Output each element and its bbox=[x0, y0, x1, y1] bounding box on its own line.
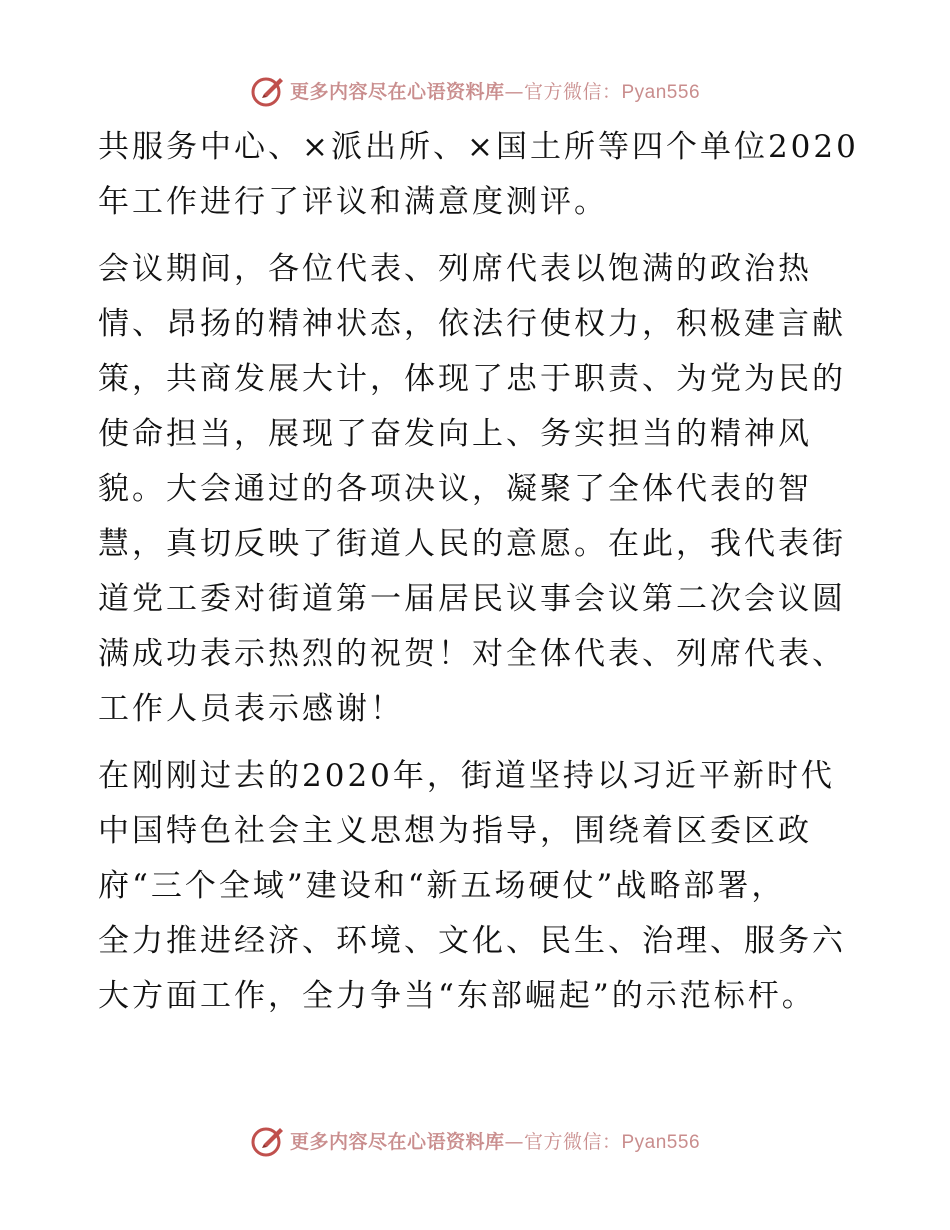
pen-circle-logo-icon bbox=[250, 72, 286, 108]
text-line: 会议期间，各位代表、列席代表以饱满的政治热 bbox=[98, 251, 812, 287]
paragraph-1 bbox=[98, 120, 878, 230]
watermark-suffix: 官方微信： bbox=[523, 80, 622, 103]
footer-watermark bbox=[0, 1120, 950, 1160]
text-line: 道党工委对街道第一届居民议事会议第二次会议圆 bbox=[98, 581, 846, 617]
watermark-text bbox=[290, 1127, 700, 1154]
watermark-wechat-id: Pyan556 bbox=[621, 81, 701, 103]
text-line: 使命担当，展现了奋发向上、务实担当的精神风 bbox=[98, 416, 812, 452]
paragraph-2 bbox=[98, 242, 878, 737]
text-line: 共服务中心、×派出所、×国土所等四个单位2020 bbox=[98, 129, 859, 165]
header-watermark bbox=[0, 70, 950, 110]
text-line: 策，共商发展大计，体现了忠于职责、为党为民的 bbox=[98, 361, 846, 397]
text-line: 貌。大会通过的各项决议，凝聚了全体代表的智 bbox=[98, 471, 812, 507]
watermark-wechat-id: Pyan556 bbox=[621, 1131, 701, 1153]
watermark-text bbox=[290, 77, 700, 104]
watermark-group bbox=[250, 70, 700, 110]
text-line: 大方面工作，全力争当“东部崛起”的示范标杆。 bbox=[98, 978, 816, 1014]
document-body bbox=[98, 120, 878, 1024]
text-line: 情、昂扬的精神状态，依法行使权力，积极建言献 bbox=[98, 306, 846, 342]
text-line: 在刚刚过去的2020年，街道坚持以习近平新时代 bbox=[98, 758, 835, 794]
watermark-separator: — bbox=[504, 1130, 524, 1153]
text-line: 慧，真切反映了街道人民的意愿。在此，我代表街 bbox=[98, 526, 846, 562]
watermark-main-text: 更多内容尽在心语资料库 bbox=[289, 80, 505, 103]
text-line: 中国特色社会主义思想为指导，围绕着区委区政 bbox=[98, 813, 812, 849]
watermark-separator: — bbox=[504, 80, 524, 103]
text-line: 工作人员表示感谢！ bbox=[98, 691, 404, 727]
text-line: 府“三个全域”建设和“新五场硬仗”战略部署， bbox=[98, 868, 786, 904]
paragraph-3 bbox=[98, 749, 878, 1024]
text-line: 年工作进行了评议和满意度测评。 bbox=[98, 184, 608, 220]
text-line: 全力推进经济、环境、文化、民生、治理、服务六 bbox=[98, 923, 846, 959]
text-line: 满成功表示热烈的祝贺！对全体代表、列席代表、 bbox=[98, 636, 846, 672]
pen-circle-logo-icon bbox=[250, 1122, 286, 1158]
watermark-suffix: 官方微信： bbox=[523, 1130, 622, 1153]
watermark-group bbox=[250, 1120, 700, 1160]
watermark-main-text: 更多内容尽在心语资料库 bbox=[289, 1130, 505, 1153]
